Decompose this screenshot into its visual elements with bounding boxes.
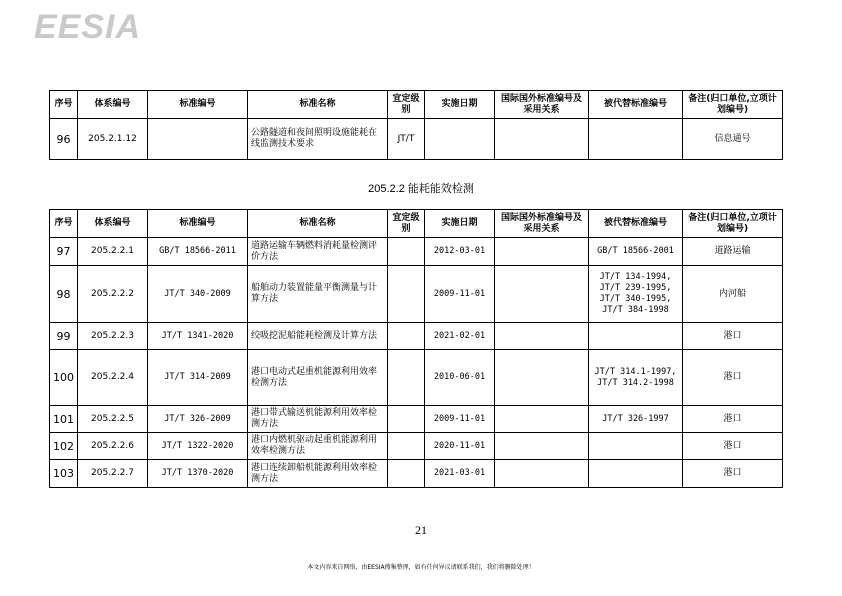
cell-intl: [495, 323, 589, 350]
cell-date: 2010-06-01: [425, 350, 495, 406]
cell-seq: 101: [50, 406, 78, 433]
cell-system-number: 205.2.2.1: [78, 238, 148, 266]
cell-standard-number: GB/T 18566-2011: [148, 238, 248, 266]
cell-standard-number: JT/T 1322-2020: [148, 433, 248, 460]
cell-seq: 97: [50, 238, 78, 266]
cell-intl: [495, 350, 589, 406]
cell-standard-name: 港口内燃机驱动起重机能源利用效率检测方法: [248, 433, 388, 460]
cell-standard-number: JT/T 314-2009: [148, 350, 248, 406]
cell-intl: [495, 406, 589, 433]
cell-remark: 港口: [683, 406, 783, 433]
cell-level: [388, 350, 425, 406]
cell-system-number: 205.2.2.3: [78, 323, 148, 350]
cell-standard-number: JT/T 340-2009: [148, 266, 248, 323]
cell-intl: [495, 266, 589, 323]
page-number: 21: [415, 523, 427, 537]
cell-remark: 港口: [683, 433, 783, 460]
cell-remark: 内河船: [683, 266, 783, 323]
cell-remark: 港口: [683, 460, 783, 488]
table-row: [50, 266, 783, 323]
cell-date: 2020-11-01: [425, 433, 495, 460]
cell-system-number: 205.2.2.7: [78, 460, 148, 488]
cell-replaced: GB/T 18566-2001: [589, 238, 683, 266]
header-date: 实施日期: [425, 91, 495, 119]
table-header-row: [50, 210, 783, 238]
table-row: [50, 350, 783, 406]
cell-intl: [495, 433, 589, 460]
header-intl: 国际国外标准编号及采用关系: [495, 210, 589, 238]
cell-standard-name: 船舶动力装置能量平衡测量与计算方法: [248, 266, 388, 323]
table-row: [50, 323, 783, 350]
cell-standard-name: 公路隧道和夜间照明设施能耗在线监测技术要求: [248, 119, 388, 160]
cell-date: 2009-11-01: [425, 406, 495, 433]
cell-replaced: JT/T 134-1994, JT/T 239-1995, JT/T 340-1995, JT/T 384-1998: [589, 266, 683, 323]
cell-remark: 信息通号: [683, 119, 783, 160]
cell-system-number: 205.2.1.12: [78, 119, 148, 160]
standards-table-energy-testing: [49, 209, 783, 488]
cell-seq: 102: [50, 433, 78, 460]
cell-date: 2012-03-01: [425, 238, 495, 266]
cell-level: [388, 433, 425, 460]
header-level: 宜定级别: [388, 210, 425, 238]
cell-seq: 103: [50, 460, 78, 488]
cell-date: [425, 119, 495, 160]
cell-standard-number: JT/T 1370-2020: [148, 460, 248, 488]
cell-level: [388, 238, 425, 266]
cell-level: [388, 406, 425, 433]
cell-remark: 港口: [683, 323, 783, 350]
cell-standard-name: 港口电动式起重机能源利用效率检测方法: [248, 350, 388, 406]
header-replaced: 被代替标准编号: [589, 91, 683, 119]
table-row: [50, 238, 783, 266]
header-remark: 备注(归口单位,立项计划编号): [683, 210, 783, 238]
cell-replaced: JT/T 326-1997: [589, 406, 683, 433]
table-row: [50, 119, 783, 160]
table-row: [50, 406, 783, 433]
cell-system-number: 205.2.2.2: [78, 266, 148, 323]
table-header-row: [50, 91, 783, 119]
table-row: [50, 433, 783, 460]
cell-level: JT/T: [388, 119, 425, 160]
cell-replaced: [589, 119, 683, 160]
cell-date: 2009-11-01: [425, 266, 495, 323]
cell-system-number: 205.2.2.4: [78, 350, 148, 406]
cell-system-number: 205.2.2.5: [78, 406, 148, 433]
cell-remark: 港口: [683, 350, 783, 406]
cell-level: [388, 460, 425, 488]
cell-intl: [495, 119, 589, 160]
cell-intl: [495, 238, 589, 266]
cell-remark: 道路运输: [683, 238, 783, 266]
footer-disclaimer: 本文内容来自网络，由EESIA搜集整理，如有任何异议请联系我们，我们将删除处理！: [307, 564, 535, 571]
cell-date: 2021-03-01: [425, 460, 495, 488]
header-standard-number: 标准编号: [148, 210, 248, 238]
header-remark: 备注(归口单位,立项计划编号): [683, 91, 783, 119]
cell-standard-number: JT/T 326-2009: [148, 406, 248, 433]
cell-level: [388, 266, 425, 323]
cell-date: 2021-02-01: [425, 323, 495, 350]
standards-table-top: [49, 90, 783, 160]
cell-system-number: 205.2.2.6: [78, 433, 148, 460]
header-level: 宜定级别: [388, 91, 425, 119]
header-system-number: 体系编号: [78, 91, 148, 119]
section-title: 205.2.2 能耗能效检测: [368, 183, 474, 195]
cell-standard-name: 绞吸挖泥船能耗检测及计算方法: [248, 323, 388, 350]
cell-standard-number: [148, 119, 248, 160]
cell-seq: 98: [50, 266, 78, 323]
header-seq: 序号: [50, 210, 78, 238]
table-row: [50, 460, 783, 488]
cell-standard-name: 港口带式输送机能源利用效率检测方法: [248, 406, 388, 433]
header-intl: 国际国外标准编号及采用关系: [495, 91, 589, 119]
header-standard-name: 标准名称: [248, 91, 388, 119]
cell-replaced: [589, 323, 683, 350]
cell-seq: 100: [50, 350, 78, 406]
header-seq: 序号: [50, 91, 78, 119]
cell-intl: [495, 460, 589, 488]
cell-replaced: [589, 460, 683, 488]
cell-level: [388, 323, 425, 350]
cell-standard-name: 道路运输车辆燃料消耗量检测评价方法: [248, 238, 388, 266]
eesia-logo: EESIA: [34, 8, 142, 46]
header-system-number: 体系编号: [78, 210, 148, 238]
header-standard-name: 标准名称: [248, 210, 388, 238]
cell-replaced: [589, 433, 683, 460]
cell-standard-number: JT/T 1341-2020: [148, 323, 248, 350]
header-replaced: 被代替标准编号: [589, 210, 683, 238]
cell-seq: 96: [50, 119, 78, 160]
header-date: 实施日期: [425, 210, 495, 238]
cell-replaced: JT/T 314.1-1997, JT/T 314.2-1998: [589, 350, 683, 406]
cell-standard-name: 港口连续卸船机能源利用效率检测方法: [248, 460, 388, 488]
cell-seq: 99: [50, 323, 78, 350]
header-standard-number: 标准编号: [148, 91, 248, 119]
